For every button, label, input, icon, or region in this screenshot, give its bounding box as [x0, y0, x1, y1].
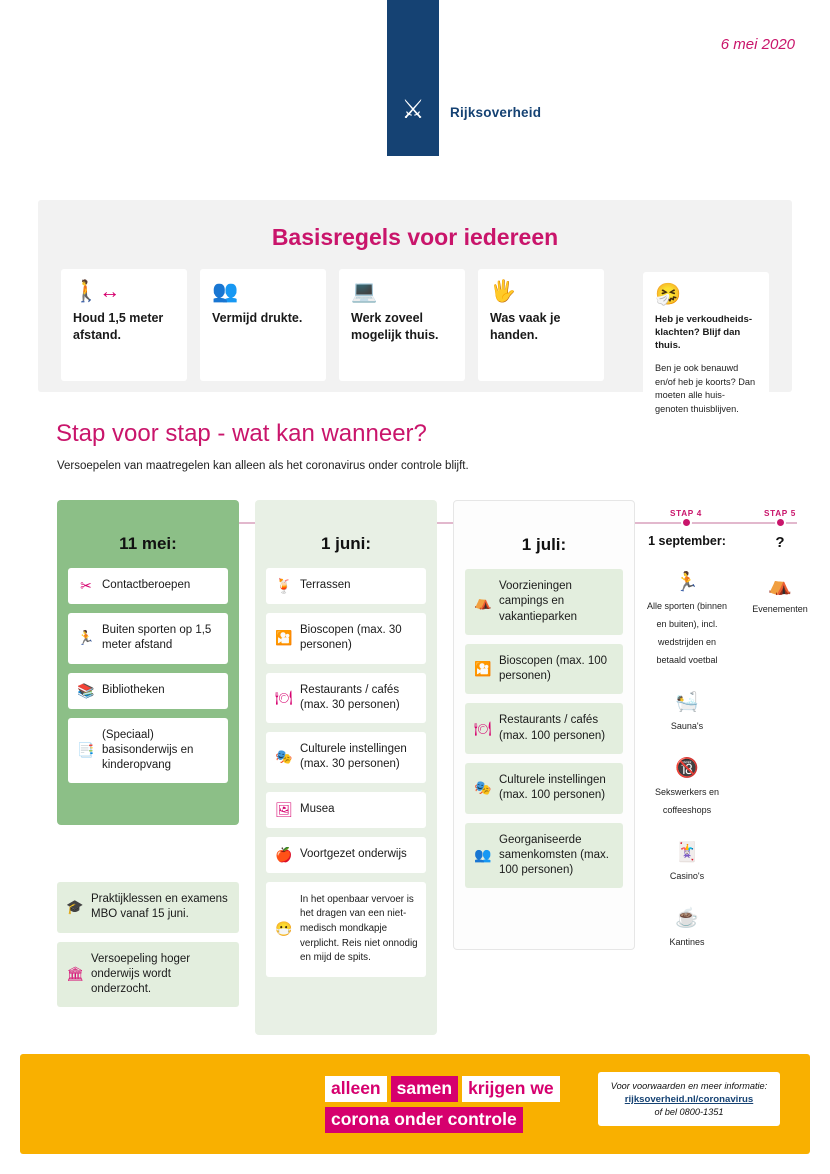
- measure-label: Bioscopen (max. 30 personen): [300, 624, 402, 652]
- measure-item: [266, 882, 426, 977]
- step-2-panel: [255, 500, 437, 1035]
- measure-item: [645, 690, 729, 734]
- basic-rule-card: [61, 269, 187, 381]
- crowd-icon: 👥: [212, 280, 239, 303]
- sauna-icon: 🛀: [675, 692, 699, 713]
- coffee-cup-icon: ☕: [675, 908, 699, 929]
- measure-label: Voortgezet onderwijs: [300, 848, 407, 861]
- steps-title: Stap voor stap - wat kan wanneer?: [56, 420, 427, 447]
- face-mask-icon: 😷: [275, 920, 293, 937]
- info-link[interactable]: rijksoverheid.nl/coronavirus: [624, 1094, 754, 1105]
- basic-rule-sublabel: Ben je ook benauwd en/of heb je koorts? Dan moeten alle huis-genoten thuisblijven.: [655, 362, 756, 415]
- step-3-panel: [453, 500, 635, 950]
- theatre-masks-icon: 🎭: [275, 749, 293, 766]
- measure-item: [465, 763, 623, 814]
- dutch-coat-of-arms-icon: ⚔: [401, 94, 425, 124]
- measure-item: [645, 570, 729, 668]
- basic-rule-label: Heb je verkoudheids-klachten? Blijf dan thuis.: [655, 314, 753, 352]
- measure-item: [465, 569, 623, 635]
- gathering-icon: 👥: [474, 847, 492, 864]
- measure-label: Contactberoepen: [102, 579, 191, 592]
- graduation-icon: 🎓: [66, 898, 84, 915]
- basic-rules-panel: [38, 200, 792, 415]
- museum-icon: 🖼: [275, 801, 293, 818]
- measure-item: [68, 568, 228, 604]
- measure-label: Terrassen: [300, 579, 351, 592]
- step-3-date: 1 juli:: [521, 535, 567, 554]
- contact-professions-icon: ✂: [80, 577, 92, 594]
- basic-rule-label: Vermijd drukte.: [212, 311, 303, 325]
- measure-label: Buiten sporten op 1,5 meter afstand: [102, 624, 212, 652]
- measure-item: [645, 906, 729, 950]
- footer-info-box: [598, 1072, 780, 1126]
- restaurant-icon: 🍽: [275, 689, 293, 706]
- cinema-icon: 🎦: [275, 629, 293, 646]
- step-1-date: 11 mei:: [119, 534, 177, 553]
- measure-label: Sauna's: [670, 721, 704, 731]
- theatre-masks-icon: 🎭: [474, 779, 492, 796]
- events-tent-icon: ⛺: [768, 575, 792, 596]
- measure-item: [68, 718, 228, 784]
- measure-item: [645, 756, 729, 818]
- slogan-word-2: samen: [391, 1076, 458, 1102]
- measure-item: [645, 840, 729, 884]
- basic-rule-label: Werk zoveel mogelijk thuis.: [351, 311, 439, 342]
- basic-rules-title: Basisregels voor iedereen: [271, 224, 559, 250]
- school-icon: 📑: [77, 742, 95, 759]
- info-line-3: of bel 0800-1351: [654, 1107, 724, 1117]
- measure-label: Sekswerkers en coffeeshops: [654, 787, 720, 815]
- step-4-column: [645, 500, 729, 972]
- sports-icon: 🏃: [675, 572, 699, 593]
- distance-icon: 🚶↔: [73, 280, 121, 303]
- step-5-date: ?: [775, 534, 785, 551]
- measure-item: [266, 613, 426, 664]
- step-label-4: STAP 4: [669, 509, 703, 518]
- steps-subtitle: Versoepelen van maatregelen kan alleen als het coronavirus onder controle blijft.: [57, 460, 469, 472]
- cinema-icon: 🎦: [474, 660, 492, 677]
- info-line-1: Voor voorwaarden en meer informatie:: [610, 1081, 768, 1091]
- publication-date: 6 mei 2020: [720, 36, 795, 53]
- measure-item: [68, 613, 228, 664]
- step-4-date: 1 september:: [648, 534, 726, 548]
- rijksoverheid-logo-bar: [387, 0, 439, 156]
- camping-icon: ⛺: [474, 593, 492, 610]
- measure-label: Restaurants / cafés (max. 30 personen): [300, 683, 400, 711]
- basic-rule-card: [339, 269, 465, 381]
- restaurant-icon: 🍽: [474, 720, 492, 737]
- measure-item: [465, 644, 623, 695]
- adults-18-icon: 🔞: [675, 758, 699, 779]
- basic-rule-label: Was vaak je handen.: [490, 311, 561, 342]
- measure-item: [266, 837, 426, 873]
- step-1-extra-items: [57, 882, 239, 1016]
- measure-label: Musea: [300, 803, 335, 816]
- measure-item: [266, 792, 426, 828]
- measure-label: In het openbaar vervoer is het dragen van een niet-medisch mondkapje verplicht. Reis niet onnodig en mijd de spits.: [300, 893, 418, 964]
- measure-label: Versoepeling hoger onderwijs wordt onderzocht.: [91, 952, 191, 996]
- measure-label: Bioscopen (max. 100 personen): [499, 654, 608, 683]
- basic-rule-label: Houd 1,5 meter afstand.: [73, 311, 164, 342]
- measure-label: Evenementen: [752, 604, 808, 614]
- step-1-panel: [57, 500, 239, 825]
- slogan-word-3: krijgen we: [462, 1076, 560, 1102]
- step-label-5: STAP 5: [763, 509, 797, 518]
- step-5-column: [738, 500, 822, 639]
- measure-item: [266, 673, 426, 724]
- measure-item: [738, 573, 822, 617]
- wash-hands-icon: 🖐: [490, 280, 517, 303]
- measure-item: [57, 942, 239, 1008]
- terrace-icon: 🍹: [275, 577, 293, 594]
- measure-item: [68, 673, 228, 709]
- measure-item: [465, 823, 623, 889]
- measure-label: Praktijklessen en examens MBO vanaf 15 juni.: [91, 893, 228, 921]
- basic-rule-card: [478, 269, 604, 381]
- measure-label: Casino's: [669, 871, 705, 881]
- logo-text: Rijksoverheid: [450, 105, 542, 120]
- measure-label: Culturele instellingen (max. 100 personen): [499, 773, 606, 802]
- apple-icon: 🍎: [275, 846, 293, 863]
- measure-label: Georganiseerde samenkomsten (max. 100 personen): [499, 833, 609, 877]
- measure-item: [266, 732, 426, 783]
- basic-rule-card-symptoms: [643, 272, 769, 442]
- step-2-date: 1 juni:: [320, 534, 372, 553]
- measure-label: Alle sporten (binnen en buiten), incl. wedstrijden en betaald voetbal: [646, 601, 728, 665]
- measure-label: Voorzieningen campings en vakantieparken: [499, 580, 577, 623]
- slogan-word-4: corona onder controle: [325, 1107, 523, 1133]
- measure-label: Bibliotheken: [102, 683, 165, 696]
- basic-rule-card: [200, 269, 326, 381]
- measure-item: [57, 882, 239, 933]
- page-header: [0, 0, 830, 190]
- laptop-icon: 💻: [351, 280, 378, 303]
- sneeze-icon: 🤧: [655, 283, 682, 306]
- casino-card-icon: 🃏: [675, 842, 699, 863]
- campaign-slogan: [325, 1076, 560, 1138]
- measure-label: Restaurants / cafés (max. 100 personen): [499, 714, 606, 742]
- measure-item: [465, 703, 623, 754]
- running-icon: 🏃: [77, 629, 95, 646]
- measure-label: Culturele instellingen (max. 30 personen): [300, 743, 407, 771]
- slogan-word-1: alleen: [325, 1076, 387, 1102]
- university-icon: 🏛: [66, 966, 84, 983]
- measure-label: Kantines: [669, 937, 705, 947]
- measure-label: (Speciaal) basisonderwijs en kinderopvang: [102, 728, 194, 772]
- footer-banner: [20, 1054, 810, 1154]
- measure-item: [266, 568, 426, 604]
- library-icon: 📚: [77, 682, 95, 699]
